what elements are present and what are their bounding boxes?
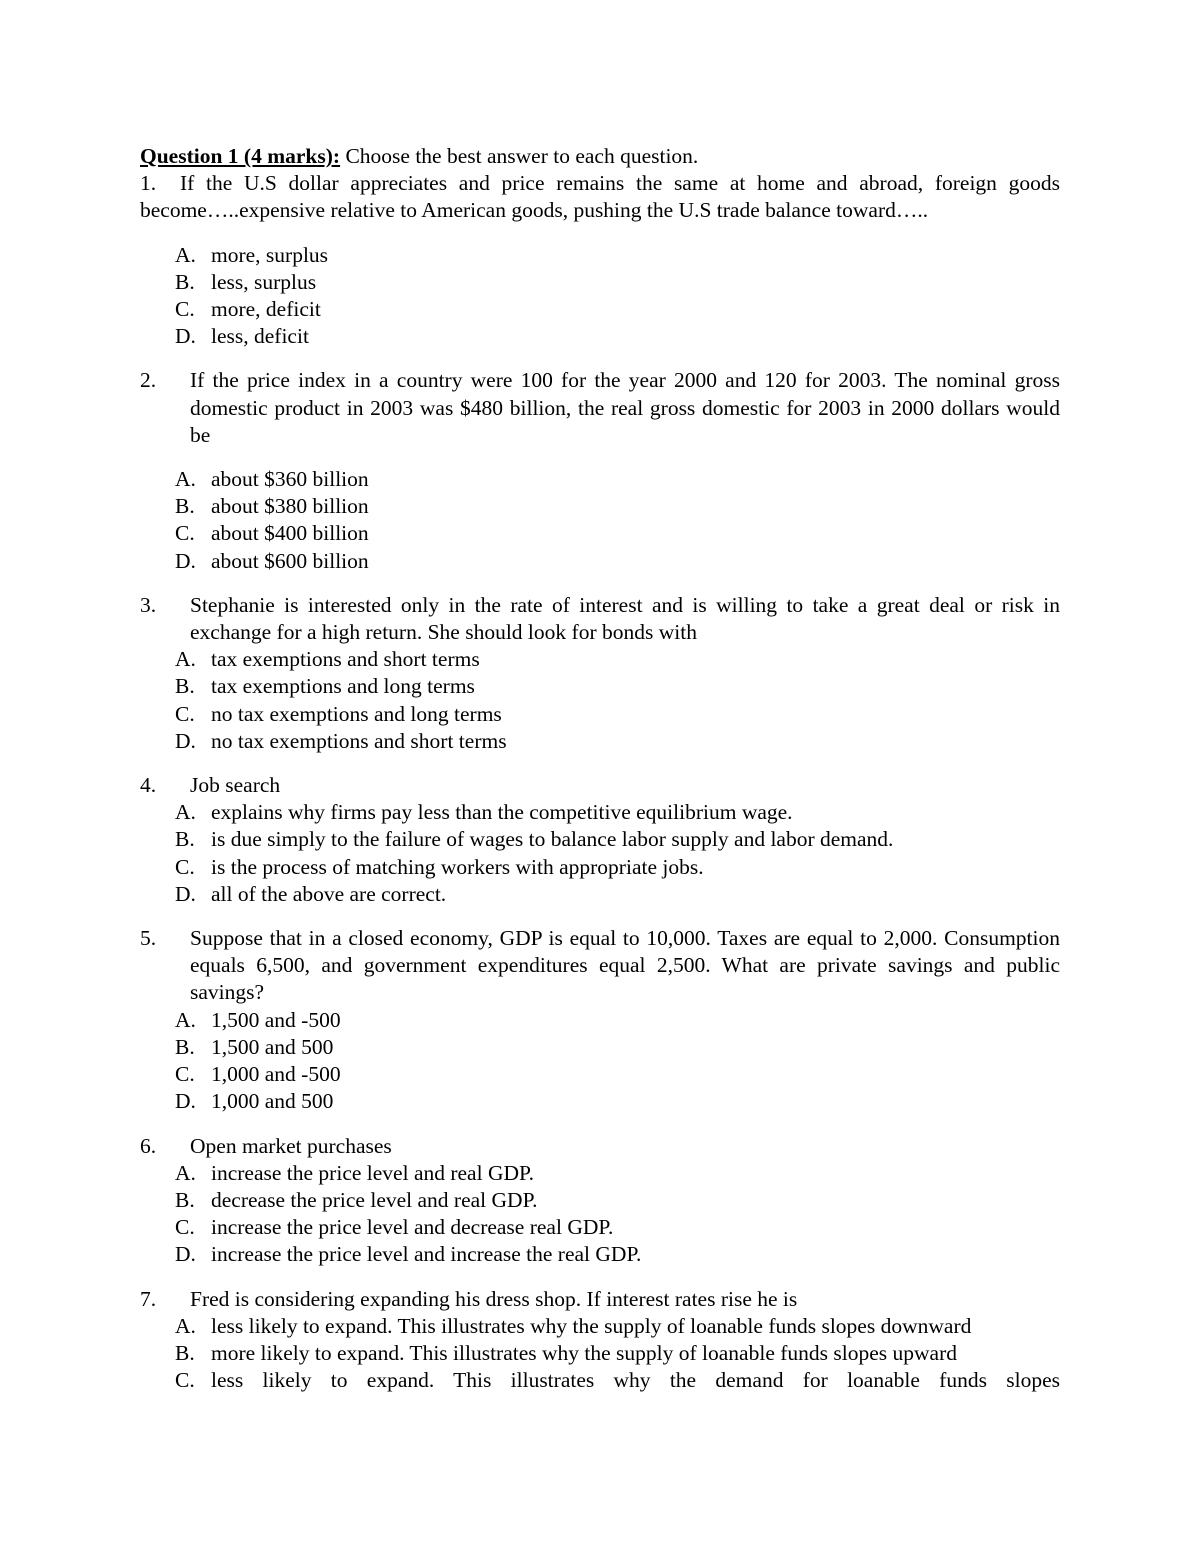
option-text: decrease the price level and real GDP.: [211, 1187, 538, 1212]
option-text: about $380 billion: [211, 494, 369, 519]
question-text: Fred is considering expanding his dress shop. If interest rates rise he is: [190, 1286, 798, 1311]
option-text: less, surplus: [211, 269, 317, 294]
option-letter: B.: [175, 1187, 195, 1212]
option-list: [140, 799, 1060, 908]
question-5: [140, 925, 1060, 1115]
option-text: 1,500 and -500: [211, 1007, 341, 1032]
question-number: 2.: [140, 368, 157, 393]
option-letter: B.: [175, 1340, 195, 1365]
option-item: [140, 1088, 1060, 1115]
option-text: less, deficit: [211, 324, 309, 349]
option-text: 1,000 and -500: [211, 1062, 341, 1087]
question-stem: [140, 1286, 1060, 1313]
option-item: [140, 1340, 1060, 1367]
question-instruction: Choose the best answer to each question.: [340, 144, 699, 168]
option-letter: D.: [175, 548, 196, 573]
option-letter: C.: [175, 701, 195, 726]
option-letter: A.: [175, 242, 196, 267]
option-item: [140, 548, 1060, 575]
option-list: [140, 1313, 1060, 1395]
option-item: [140, 1241, 1060, 1268]
option-text: no tax exemptions and short terms: [211, 728, 507, 753]
option-item: [140, 323, 1060, 350]
question-heading: Question 1 (4 marks):: [140, 144, 341, 168]
option-letter: C.: [175, 1368, 195, 1393]
option-letter: C.: [175, 297, 195, 322]
option-letter: C.: [175, 1215, 195, 1240]
option-letter: B.: [175, 674, 195, 699]
question-number: 4.: [140, 773, 157, 798]
option-item: [140, 1313, 1060, 1340]
question-text: Job search: [190, 773, 281, 798]
option-text: more, surplus: [211, 242, 329, 267]
option-item: [140, 854, 1060, 881]
option-text: about $600 billion: [211, 548, 369, 573]
option-item: [140, 1187, 1060, 1214]
question-stem: [140, 1133, 1060, 1160]
option-text: increase the price level and real GDP.: [211, 1160, 534, 1185]
option-letter: A.: [175, 467, 196, 492]
option-letter: A.: [175, 647, 196, 672]
option-text: explains why firms pay less than the competitive equilibrium wage.: [211, 800, 793, 825]
question-number: 1.: [140, 171, 157, 196]
option-letter: D.: [175, 1089, 196, 1114]
question-text: If the price index in a country were 100 for the year 2000 and 120 for 2003. The nominal gross domestic product in 2003 was $480 billion, the real gross domestic for 2003 in 2000 dollars would be: [190, 368, 1060, 447]
question-6: [140, 1133, 1060, 1269]
option-text: more, deficit: [211, 297, 321, 322]
option-item: [140, 296, 1060, 323]
question-text: Stephanie is interested only in the rate of interest and is willing to take a great deal or risk in exchange for a high return. She should look for bonds with: [190, 592, 1060, 645]
option-list: [140, 466, 1060, 575]
option-text: is due simply to the failure of wages to balance labor supply and labor demand.: [211, 827, 894, 852]
option-text: no tax exemptions and long terms: [211, 701, 502, 726]
option-text: 1,000 and 500: [211, 1089, 334, 1114]
option-item: [140, 701, 1060, 728]
option-text: more likely to expand. This illustrates why the supply of loanable funds slopes upward: [211, 1340, 958, 1365]
question-stem: [140, 592, 1060, 646]
option-letter: C.: [175, 521, 195, 546]
option-letter: D.: [175, 1242, 196, 1267]
question-3: [140, 592, 1060, 755]
question-2: [140, 367, 1060, 574]
option-item: [140, 881, 1060, 908]
option-item: [140, 242, 1060, 269]
question-text: If the U.S dollar appreciates and price remains the same at home and abroad, foreign goods become…..expensive relative to American goods, pushing the U.S trade balance toward…..: [140, 171, 1060, 223]
option-letter: A.: [175, 1007, 196, 1032]
option-text: is the process of matching workers with appropriate jobs.: [211, 854, 704, 879]
option-item: [140, 466, 1060, 493]
option-list: [140, 646, 1060, 755]
option-text: about $400 billion: [211, 521, 369, 546]
question-stem: [140, 772, 1060, 799]
question-number: 3.: [140, 592, 157, 617]
option-text: increase the price level and increase the real GDP.: [211, 1242, 642, 1267]
question-1: [140, 170, 1060, 350]
option-item: [140, 1160, 1060, 1187]
question-7: [140, 1286, 1060, 1395]
option-item: [140, 799, 1060, 826]
option-text: all of the above are correct.: [211, 881, 447, 906]
question-text: Suppose that in a closed economy, GDP is equal to 10,000. Taxes are equal to 2,000. Consumption equals 6,500, and government expenditures equal 2,500. What are private savings and public savings?: [190, 926, 1060, 1005]
option-text: about $360 billion: [211, 467, 369, 492]
option-list: [140, 1007, 1060, 1116]
option-letter: A.: [175, 1160, 196, 1185]
option-list: [140, 242, 1060, 351]
option-item: [140, 728, 1060, 755]
question-number: 7.: [140, 1286, 157, 1311]
option-letter: D.: [175, 324, 196, 349]
option-text: 1,500 and 500: [211, 1034, 334, 1059]
option-item: [140, 520, 1060, 547]
option-letter: B.: [175, 269, 195, 294]
option-item: [140, 673, 1060, 700]
question-4: [140, 772, 1060, 908]
option-text: less likely to expand. This illustrates why the demand for loanable funds slopes: [211, 1368, 1060, 1393]
option-letter: B.: [175, 1034, 195, 1059]
option-text: tax exemptions and long terms: [211, 674, 475, 699]
option-letter: B.: [175, 827, 195, 852]
option-letter: D.: [175, 881, 196, 906]
question-stem: [140, 925, 1060, 1007]
question-stem: [140, 170, 1060, 224]
question-number: 5.: [140, 926, 157, 951]
option-item: [140, 269, 1060, 296]
option-item: [140, 646, 1060, 673]
option-item: [140, 1034, 1060, 1061]
option-text: increase the price level and decrease real GDP.: [211, 1215, 614, 1240]
question-header: [140, 143, 1060, 170]
option-letter: B.: [175, 494, 195, 519]
option-letter: D.: [175, 728, 196, 753]
question-number: 6.: [140, 1133, 157, 1158]
question-stem: [140, 367, 1060, 449]
option-text: tax exemptions and short terms: [211, 647, 480, 672]
option-letter: A.: [175, 800, 196, 825]
option-item: [140, 1214, 1060, 1241]
option-item: [140, 1367, 1060, 1394]
option-letter: C.: [175, 1062, 195, 1087]
option-item: [140, 1007, 1060, 1034]
option-letter: C.: [175, 854, 195, 879]
exam-page: [140, 143, 1060, 1394]
option-letter: A.: [175, 1313, 196, 1338]
option-item: [140, 493, 1060, 520]
option-item: [140, 1061, 1060, 1088]
option-list: [140, 1160, 1060, 1269]
question-text: Open market purchases: [190, 1133, 392, 1158]
option-item: [140, 826, 1060, 853]
option-text: less likely to expand. This illustrates why the supply of loanable funds slopes downward: [211, 1313, 972, 1338]
